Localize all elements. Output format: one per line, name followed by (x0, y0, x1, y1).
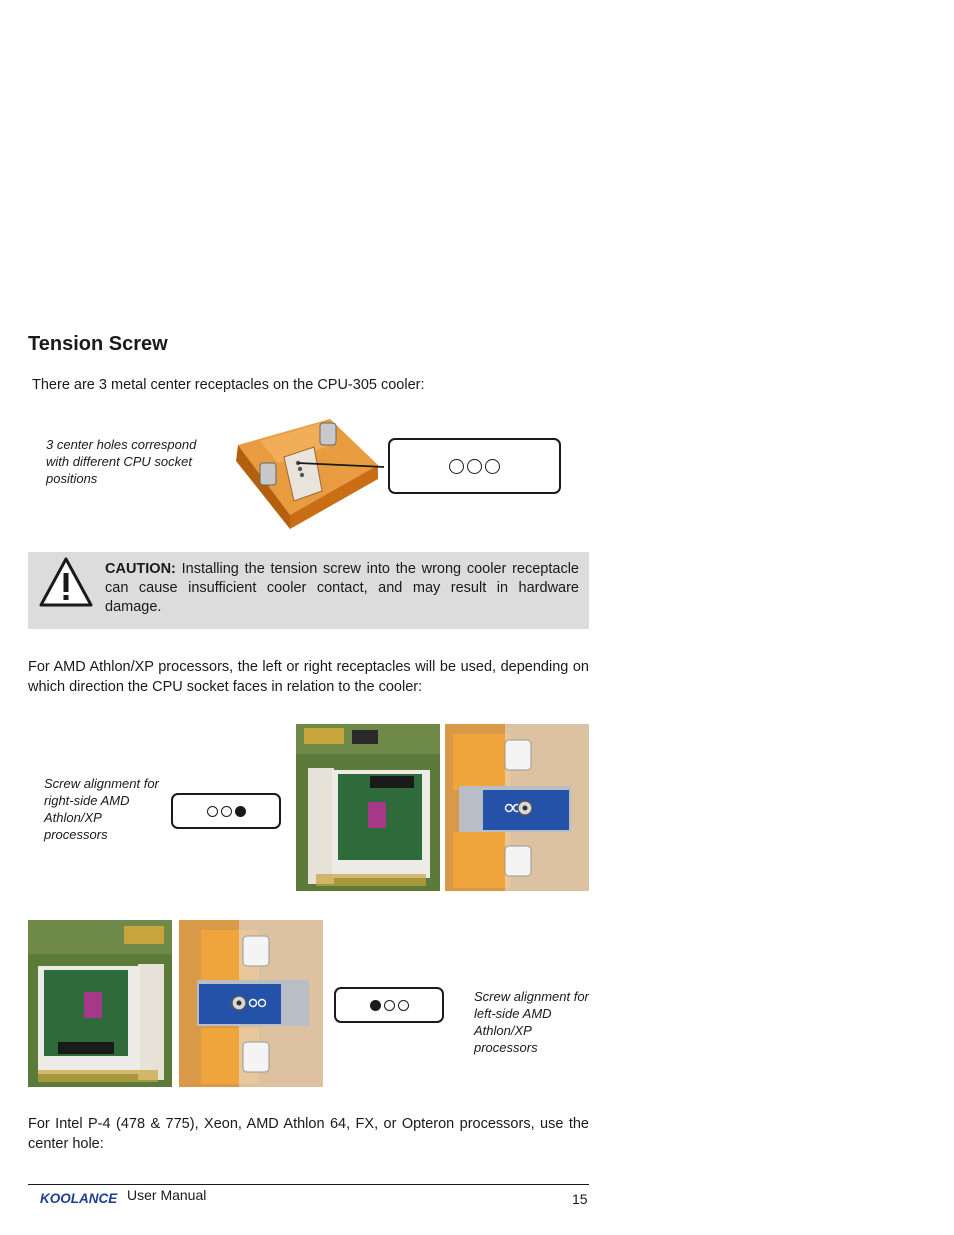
footer-label: User Manual (127, 1187, 207, 1203)
amd-paragraph: For AMD Athlon/XP processors, the left or right receptacles will be used, depending on which direction the CPU socket faces in relation to the cooler: (28, 659, 589, 695)
warning-triangle-icon (38, 556, 94, 608)
figure-caption-center-holes: 3 center holes correspond with different CPU socket positions (46, 437, 197, 486)
photo-cpu-socket-right (296, 724, 440, 891)
caution-text (105, 560, 579, 617)
caution-label: CAUTION: (105, 561, 176, 577)
hole-left-filled-icon (370, 1000, 381, 1011)
intro-text: There are 3 metal center receptacles on the CPU-305 cooler: (32, 377, 425, 393)
cpu-cooler-illustration (230, 405, 390, 535)
hole-right-icon (398, 1000, 409, 1011)
koolance-logo-text: KOOLANCE (40, 1191, 118, 1206)
caption-right-side: Screw alignment for right-side AMD Athlon/XP processors (44, 776, 159, 842)
intel-paragraph: For Intel P-4 (478 & 775), Xeon, AMD Athlon 64, FX, or Opteron processors, use the center hole: (28, 1116, 589, 1152)
photo-cooler-mounted-right (445, 724, 589, 891)
koolance-logo (38, 1187, 124, 1209)
hole-center-icon (384, 1000, 395, 1011)
hole-right-icon (485, 459, 500, 474)
receptacle-diagram-left (334, 987, 444, 1023)
photo-cpu-socket-left (28, 920, 172, 1087)
photo-cooler-mounted-left (179, 920, 323, 1087)
footer-divider (28, 1184, 589, 1185)
caption-left-side: Screw alignment for left-side AMD Athlon/XP processors (474, 989, 589, 1055)
hole-right-filled-icon (235, 806, 246, 817)
caution-body: Installing the tension screw into the wrong cooler receptacle can cause insufficient cooler contact, and may result in hardware damage. (105, 561, 579, 615)
hole-center-icon (467, 459, 482, 474)
receptacle-diagram-right (171, 793, 281, 829)
hole-center-icon (221, 806, 232, 817)
hole-left-icon (207, 806, 218, 817)
caution-box (28, 552, 589, 629)
section-title: Tension Screw (28, 333, 168, 355)
hole-left-icon (449, 459, 464, 474)
receptacle-diagram-three-holes (388, 438, 561, 494)
page-number: 15 (572, 1191, 588, 1207)
